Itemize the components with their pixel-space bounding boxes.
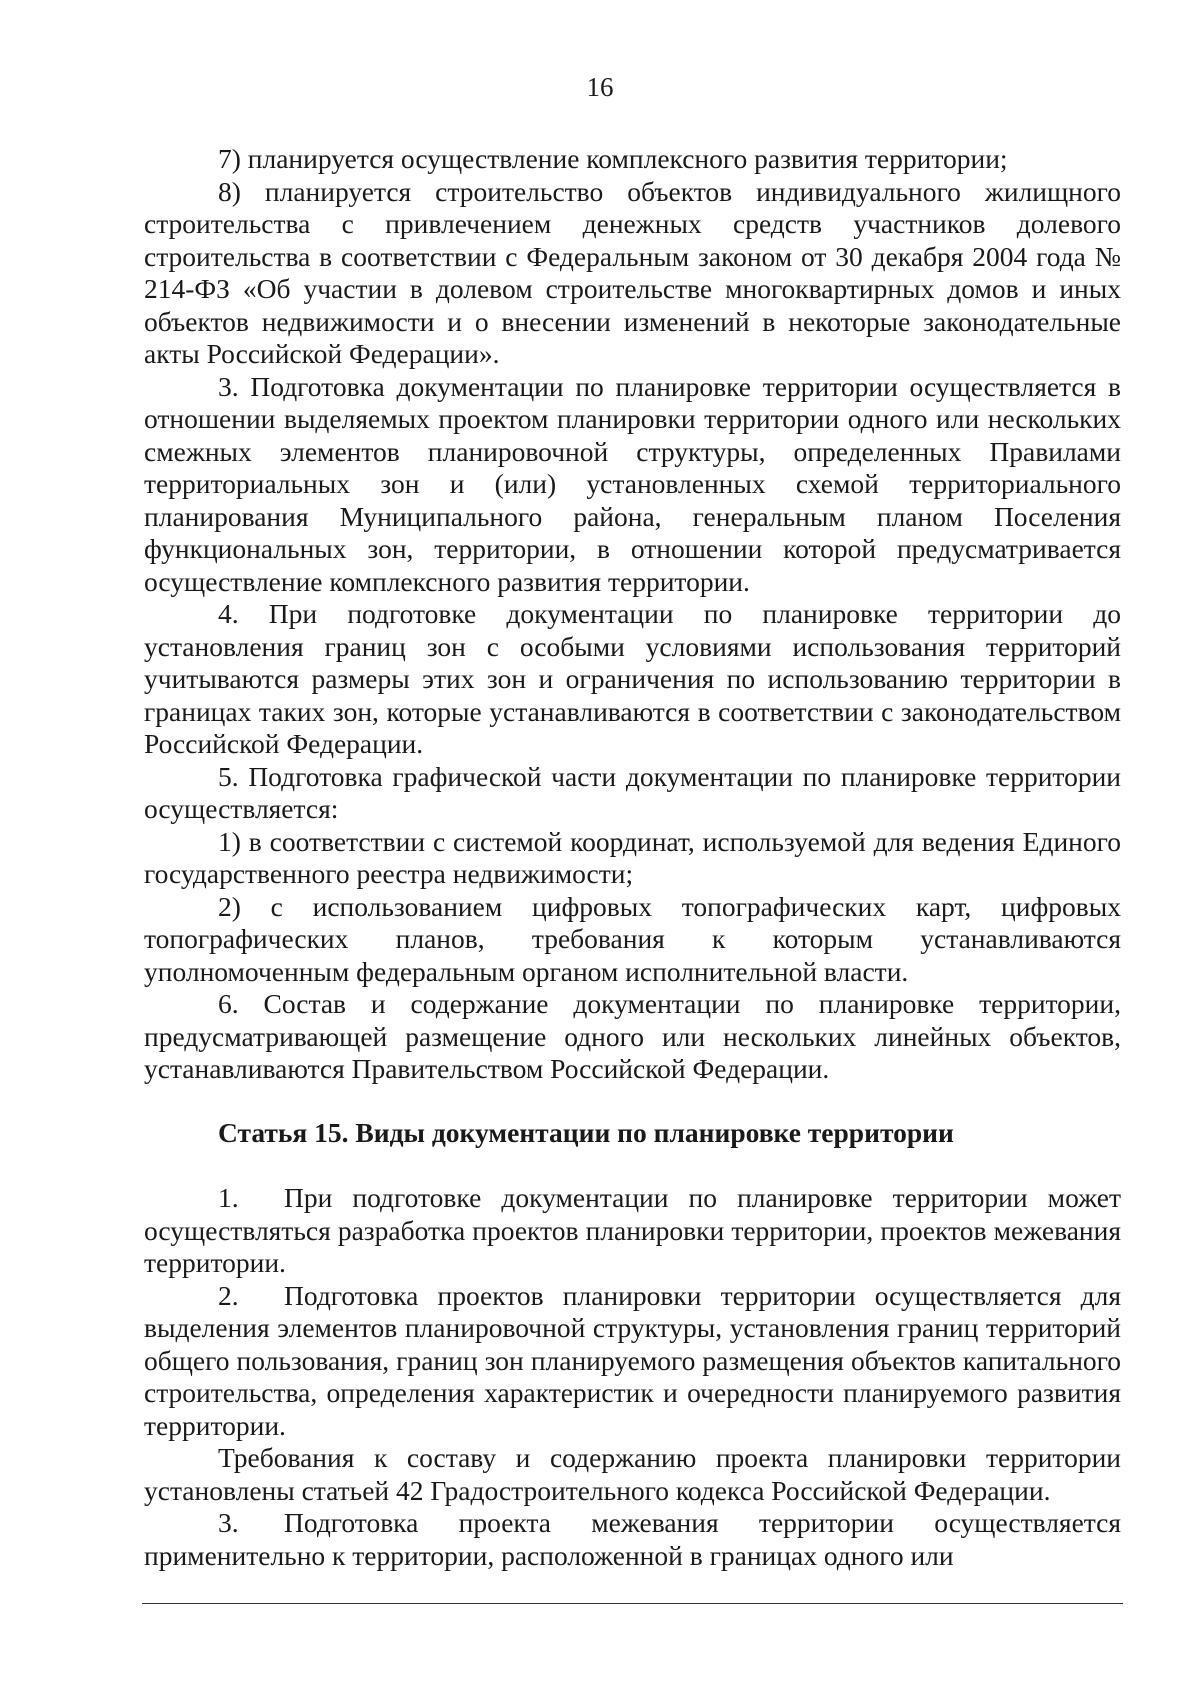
paragraph-item-8: 8) планируется строительство объектов индивидуального жилищного строительства с привлечением денежных средств участников долевого строительства в соответствии с Федеральным законом от 30 декабря 2004 года № 214-ФЗ «Об участии в долевом строительстве многоквартирных домов и иных объектов недвижимости и о внесении изменений в некоторые законодательные акты Российской Федерации». [144, 175, 1121, 369]
document-body-article [144, 1182, 1121, 1572]
paragraph-sub-1: 1) в соответствии с системой координат, используемой для ведения Единого государственного реестра недвижимости; [144, 825, 1121, 889]
article-item-number: 1. [218, 1182, 239, 1213]
document-body-top [144, 143, 1121, 1086]
article-heading: Статья 15. Виды документации по планировке территории [218, 1117, 954, 1148]
article-item-text: Подготовка проекта межевания территории осуществляется применительно к территории, расположенной в границах одного или [144, 1507, 1121, 1571]
article-item-2 [144, 1280, 1121, 1443]
article-item-text: Подготовка проектов планировки территории осуществляется для выделения элементов планировочной структуры, установления границ территорий общего пользования, границ зон планируемого размещения объектов капитального строительства, определения характеристик и очередности планируемого развития территории. [144, 1279, 1121, 1441]
paragraph-sub-2: 2) с использованием цифровых топографических карт, цифровых топографических планов, требования к которым устанавливаются уполномоченным федеральным органом исполнительной власти. [144, 890, 1121, 987]
page-number: 16 [586, 72, 614, 102]
paragraph-section-3: 3. Подготовка документации по планировке территории осуществляется в отношении выделяемых проектом планировки территории одного или нескольких смежных элементов планировочной структуры, определенных Правилами территориальных зон и (или) установленных схемой территориального планирования Муниципального района, генеральным планом Поселения функциональных зон, территории, в отношении которой предусматривается осуществление комплексного развития территории. [144, 370, 1121, 597]
article-item-1 [144, 1182, 1121, 1280]
paragraph-section-5: 5. Подготовка графической части документации по планировке территории осуществляется: [144, 760, 1121, 824]
paragraph-section-4: 4. При подготовке документации по планировке территории до установления границ зон с особыми условиями использования территорий учитываются размеры этих зон и ограничения по использованию территории в границах таких зон, которые устанавливаются в соответствии с законодательством Российской Федерации. [144, 598, 1121, 759]
paragraph-item-7: 7) планируется осуществление комплексного развития территории; [218, 143, 1008, 174]
article-item-text: При подготовке документации по планировке территории может осуществляться разработка проектов планировки территории, проектов межевания территории. [144, 1182, 1121, 1278]
article-item-3 [144, 1507, 1121, 1572]
footer-divider [142, 1603, 1123, 1604]
article-item-number: 3. [218, 1507, 239, 1538]
paragraph-section-6: 6. Состав и содержание документации по планировке территории, предусматривающей размещение одного или нескольких линейных объектов, устанавливаются Правительством Российской Федерации. [144, 988, 1121, 1084]
article-requirements-paragraph: Требования к составу и содержанию проекта планировки территории установлены статьей 42 Градостроительного кодекса Российской Федерации. [144, 1442, 1121, 1506]
article-item-number: 2. [218, 1279, 239, 1311]
